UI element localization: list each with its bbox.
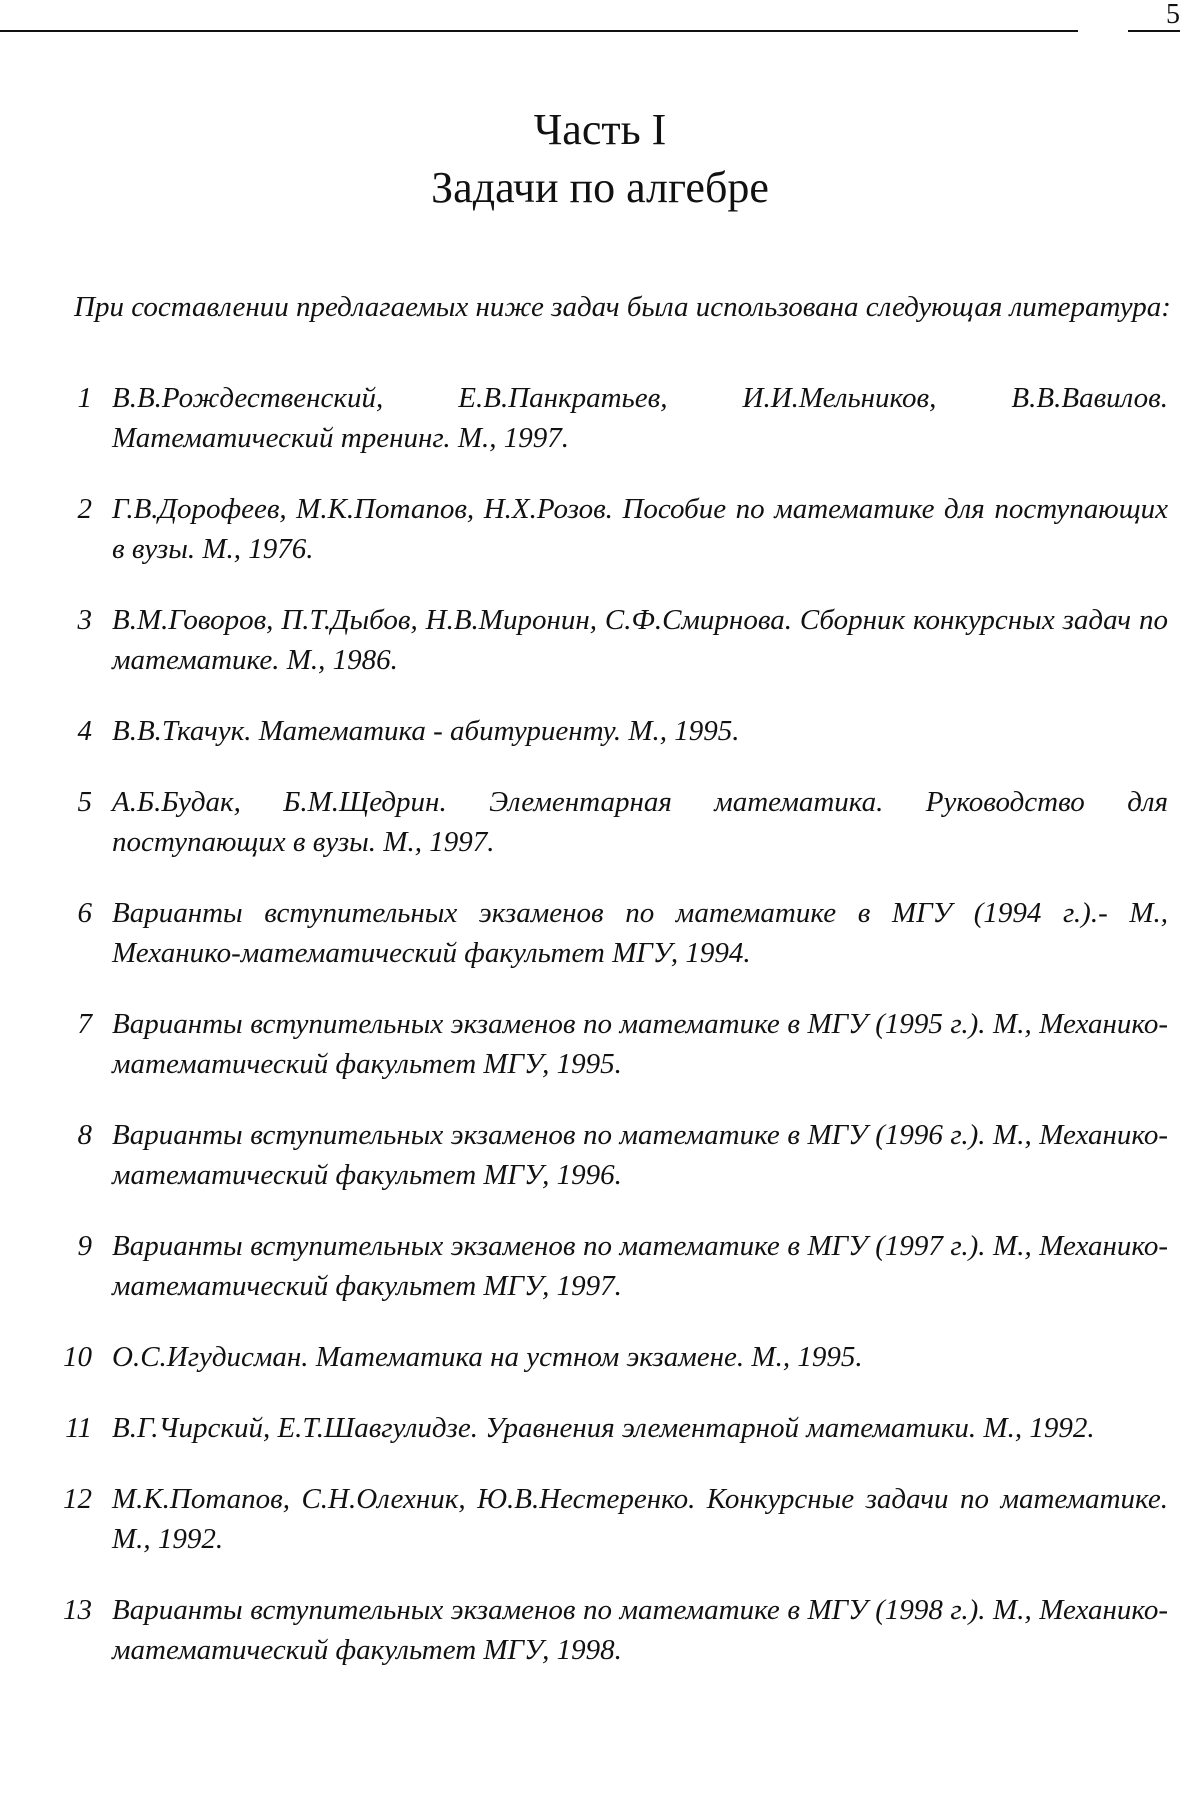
section-title: Задачи по алгебре — [431, 163, 769, 212]
reference-text: Варианты вступительных экзаменов по математике в МГУ (1994 г.).- М., Механико-математический факультет МГУ, 1994. — [112, 897, 1168, 969]
reference-text: Варианты вступительных экзаменов по математике в МГУ (1996 г.). М., Механико-математический факультет МГУ, 1996. — [112, 1119, 1168, 1191]
reference-item — [48, 893, 1168, 973]
reference-item — [48, 378, 1168, 458]
reference-number: 9 — [77, 1230, 92, 1262]
reference-item — [48, 1115, 1168, 1195]
reference-text: Варианты вступительных экзаменов по математике в МГУ (1995 г.). М., Механико-математический факультет МГУ, 1995. — [112, 1008, 1168, 1080]
reference-text: Г.В.Дорофеев, М.К.Потапов, Н.Х.Розов. Пособие по математике для поступающих в вузы. М., 1976. — [112, 493, 1168, 565]
reference-item — [48, 489, 1168, 569]
reference-number: 7 — [77, 1008, 92, 1040]
reference-item — [48, 1226, 1168, 1306]
reference-text: Варианты вступительных экзаменов по математике в МГУ (1998 г.). М., Механико-математический факультет МГУ, 1998. — [112, 1594, 1168, 1666]
reference-item — [48, 600, 1168, 680]
reference-item — [48, 1479, 1168, 1559]
reference-number: 2 — [77, 493, 92, 525]
reference-text: В.В.Рождественский, Е.В.Панкратьев, И.И.Мельников, В.В.Вавилов. Математический тренинг. М., 1997. — [112, 382, 1168, 454]
reference-number: 3 — [77, 604, 92, 636]
reference-number: 8 — [77, 1119, 92, 1151]
reference-text: В.М.Говоров, П.Т.Дыбов, Н.В.Миронин, С.Ф.Смирнова. Сборник конкурсных задач по математике. М., 1986. — [112, 604, 1168, 676]
reference-item — [48, 782, 1168, 862]
reference-text: Варианты вступительных экзаменов по математике в МГУ (1997 г.). М., Механико-математический факультет МГУ, 1997. — [112, 1230, 1168, 1302]
reference-text: В.В.Ткачук. Математика - абитуриенту. М., 1995. — [112, 715, 740, 747]
reference-number: 6 — [77, 897, 92, 929]
reference-number: 10 — [63, 1341, 92, 1373]
reference-item — [48, 1408, 1168, 1448]
intro-paragraph: При составлении предлагаемых ниже задач была использована следующая литература: — [74, 291, 1171, 323]
reference-item — [48, 1590, 1168, 1670]
reference-number: 13 — [63, 1594, 92, 1626]
reference-number: 1 — [77, 382, 92, 414]
reference-list — [48, 378, 1168, 1701]
reference-item — [48, 1004, 1168, 1084]
reference-number: 11 — [65, 1412, 92, 1444]
reference-text: А.Б.Будак, Б.М.Щедрин. Элементарная математика. Руководство для поступающих в вузы. М., 1997. — [112, 786, 1168, 858]
reference-text: М.К.Потапов, С.Н.Олехник, Ю.В.Нестеренко. Конкурсные задачи по математике. М., 1992. — [112, 1483, 1168, 1555]
reference-number: 5 — [77, 786, 92, 818]
reference-number: 4 — [77, 715, 92, 747]
page-number: 5 — [1128, 0, 1180, 32]
reference-text: В.Г.Чирский, Е.Т.Шавгулидзе. Уравнения элементарной математики. М., 1992. — [112, 1412, 1095, 1444]
reference-item — [48, 711, 1168, 751]
header-rule — [0, 30, 1078, 32]
reference-text: О.С.Игудисман. Математика на устном экзамене. М., 1995. — [112, 1341, 863, 1373]
reference-item — [48, 1337, 1168, 1377]
part-title: Часть I — [533, 105, 667, 154]
reference-number: 12 — [63, 1483, 92, 1515]
